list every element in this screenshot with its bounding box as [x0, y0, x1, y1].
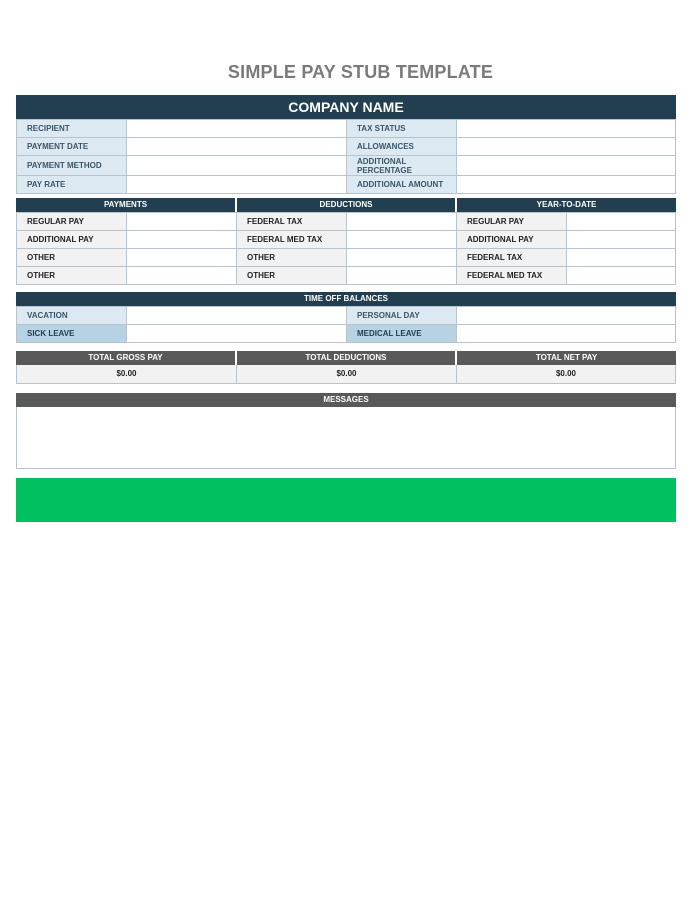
recipient-field[interactable]	[127, 120, 347, 137]
total-gross-pay-label: TOTAL GROSS PAY	[16, 351, 235, 365]
ytd-row-label: ADDITIONAL PAY	[457, 231, 567, 248]
info-row	[17, 156, 676, 176]
totals-values-row	[16, 365, 676, 384]
payments-row-value[interactable]	[127, 249, 237, 266]
deductions-row-value[interactable]	[347, 267, 457, 284]
earnings-row	[17, 249, 676, 267]
info-row	[17, 138, 676, 156]
vacation-field[interactable]	[127, 307, 347, 324]
payments-row-value[interactable]	[127, 213, 237, 230]
payments-row-label: OTHER	[17, 249, 127, 266]
additional-percentage-label: ADDITIONAL PERCENTAGE	[347, 156, 457, 175]
ytd-row-label: FEDERAL TAX	[457, 249, 567, 266]
deductions-row-label: FEDERAL TAX	[237, 213, 347, 230]
medical-leave-label: MEDICAL LEAVE	[347, 325, 457, 342]
page-title: SIMPLE PAY STUB TEMPLATE	[227, 62, 494, 82]
totals-header-bar	[16, 351, 676, 365]
ytd-row-value[interactable]	[567, 213, 676, 230]
deductions-row-label: FEDERAL MED TAX	[237, 231, 347, 248]
earnings-section-header	[16, 198, 676, 212]
deductions-row-value[interactable]	[347, 249, 457, 266]
ytd-row-value[interactable]	[567, 249, 676, 266]
allowances-label: ALLOWANCES	[347, 138, 457, 155]
personal-day-field[interactable]	[457, 307, 676, 324]
additional-amount-label: ADDITIONAL AMOUNT	[347, 176, 457, 193]
payments-row-value[interactable]	[127, 231, 237, 248]
info-row	[17, 176, 676, 194]
payments-row-label: OTHER	[17, 267, 127, 284]
time-off-section	[16, 292, 676, 343]
personal-day-label: PERSONAL DAY	[347, 307, 457, 324]
sick-leave-label: SICK LEAVE	[17, 325, 127, 342]
ytd-header: YEAR-TO-DATE	[457, 198, 676, 212]
allowances-field[interactable]	[457, 138, 676, 155]
ytd-row-value[interactable]	[567, 267, 676, 284]
sick-leave-field[interactable]	[127, 325, 347, 342]
payment-method-field[interactable]	[127, 156, 347, 175]
employee-info-grid	[16, 119, 676, 194]
earnings-row	[17, 267, 676, 285]
tax-status-label: TAX STATUS	[347, 120, 457, 137]
payments-row-label: ADDITIONAL PAY	[17, 231, 127, 248]
additional-percentage-field[interactable]	[457, 156, 676, 175]
total-net-pay-label: TOTAL NET PAY	[457, 351, 676, 365]
earnings-grid	[16, 212, 676, 285]
earnings-row	[17, 213, 676, 231]
payments-header: PAYMENTS	[16, 198, 235, 212]
totals-section	[16, 351, 676, 384]
medical-leave-field[interactable]	[457, 325, 676, 342]
ytd-row-label: REGULAR PAY	[457, 213, 567, 230]
time-off-grid	[16, 306, 676, 343]
time-off-row	[17, 307, 676, 325]
info-row	[17, 120, 676, 138]
messages-field[interactable]	[16, 407, 676, 469]
ytd-row-value[interactable]	[567, 231, 676, 248]
total-gross-pay-value: $0.00	[17, 365, 237, 383]
additional-amount-field[interactable]	[457, 176, 676, 193]
earnings-row	[17, 231, 676, 249]
time-off-header-bar	[16, 292, 676, 306]
deductions-row-value[interactable]	[347, 213, 457, 230]
deductions-row-label: OTHER	[237, 249, 347, 266]
ytd-row-label: FEDERAL MED TAX	[457, 267, 567, 284]
green-banner[interactable]	[16, 478, 676, 522]
total-deductions-value: $0.00	[237, 365, 457, 383]
total-net-pay-value: $0.00	[457, 365, 676, 383]
tax-status-field[interactable]	[457, 120, 676, 137]
pay-rate-label: PAY RATE	[17, 176, 127, 193]
deductions-row-value[interactable]	[347, 231, 457, 248]
vacation-label: VACATION	[17, 307, 127, 324]
pay-rate-field[interactable]	[127, 176, 347, 193]
deductions-row-label: OTHER	[237, 267, 347, 284]
total-deductions-label: TOTAL DEDUCTIONS	[237, 351, 455, 365]
payments-row-label: REGULAR PAY	[17, 213, 127, 230]
payment-date-field[interactable]	[127, 138, 347, 155]
payment-date-label: PAYMENT DATE	[17, 138, 127, 155]
payments-row-value[interactable]	[127, 267, 237, 284]
company-name-bar: COMPANY NAME	[16, 95, 676, 119]
payment-method-label: PAYMENT METHOD	[17, 156, 127, 175]
messages-section	[16, 393, 676, 469]
messages-header: MESSAGES	[16, 393, 676, 407]
recipient-label: RECIPIENT	[17, 120, 127, 137]
time-off-header: TIME OFF BALANCES	[16, 292, 676, 306]
earnings-section	[16, 198, 676, 285]
time-off-row	[17, 325, 676, 343]
deductions-header: DEDUCTIONS	[237, 198, 455, 212]
